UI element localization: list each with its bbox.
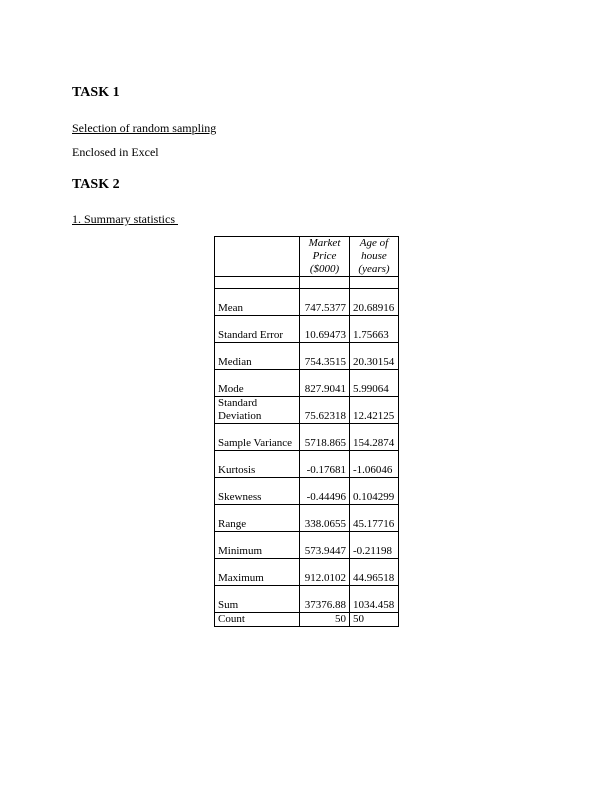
age-value-cell (350, 586, 399, 613)
stat-label: Sample Variance (218, 437, 293, 449)
table-row (215, 424, 399, 451)
market-price-value: 37376.88 (304, 599, 346, 611)
stat-label: Mean (218, 302, 244, 314)
market-price-value-cell (300, 370, 350, 397)
market-price-value: 573.9447 (304, 545, 346, 557)
blank-cell (300, 277, 350, 289)
market-price-value: 747.5377 (304, 302, 346, 314)
age-value-cell (350, 613, 399, 627)
stat-label: Maximum (218, 572, 264, 584)
stat-label-cell (215, 424, 300, 451)
age-value-cell (350, 505, 399, 532)
stat-label-cell (215, 343, 300, 370)
stat-label-cell (215, 451, 300, 478)
age-value: 20.68916 (353, 302, 395, 314)
table-row (215, 532, 399, 559)
market-price-value-cell (300, 613, 350, 627)
stat-label-cell (215, 586, 300, 613)
col-header-age-of-house: Age of house (years) (350, 237, 399, 277)
table-blank-row (215, 277, 399, 289)
market-price-value: 754.3515 (304, 356, 346, 368)
market-price-value: 827.9041 (304, 383, 346, 395)
table-row (215, 289, 399, 316)
age-value-cell (350, 370, 399, 397)
table-row (215, 397, 399, 424)
table-row (215, 316, 399, 343)
market-price-value-cell (300, 532, 350, 559)
task1-subheading: Selection of random sampling (72, 121, 217, 135)
age-value: 45.17716 (353, 518, 395, 530)
stat-label-cell (215, 397, 300, 424)
table-row (215, 451, 399, 478)
stat-label: Median (218, 356, 252, 368)
age-value-cell (350, 289, 399, 316)
stat-label: Kurtosis (218, 464, 256, 476)
task1-note: Enclosed in Excel (72, 145, 159, 159)
stat-label: Range (218, 518, 247, 530)
table-row (215, 586, 399, 613)
age-value: 12.42125 (353, 410, 395, 422)
market-price-value: 912.0102 (304, 572, 346, 584)
table-row (215, 478, 399, 505)
stat-label-cell (215, 316, 300, 343)
market-price-value-cell (300, 505, 350, 532)
age-value-cell (350, 478, 399, 505)
table-row (215, 343, 399, 370)
age-value: 154.2874 (353, 437, 395, 449)
age-value: 0.104299 (353, 491, 395, 503)
market-price-value: 50 (335, 613, 346, 625)
stat-label: Minimum (218, 545, 263, 557)
stat-label: Standard Deviation (218, 397, 262, 422)
market-price-value: -0.17681 (306, 464, 346, 476)
stat-label-cell (215, 505, 300, 532)
table-header-row (215, 237, 399, 277)
market-price-value-cell (300, 289, 350, 316)
stat-label-cell (215, 613, 300, 627)
market-price-value: 75.62318 (304, 410, 346, 422)
age-value-cell (350, 316, 399, 343)
blank-cell (215, 277, 300, 289)
age-value: 20.30154 (353, 356, 395, 368)
age-value-cell (350, 397, 399, 424)
market-price-value-cell (300, 451, 350, 478)
stat-label-cell (215, 559, 300, 586)
market-price-value-cell (300, 478, 350, 505)
stat-label: Sum (218, 599, 239, 611)
market-price-value: 10.69473 (304, 329, 346, 341)
age-value: -1.06046 (353, 464, 393, 476)
market-price-value-cell (300, 343, 350, 370)
table-row (215, 505, 399, 532)
age-value-cell (350, 451, 399, 478)
table-body (215, 289, 399, 627)
age-value: 5.99064 (353, 383, 389, 395)
task1-heading: TASK 1 (72, 85, 120, 100)
table-row (215, 370, 399, 397)
market-price-value-cell (300, 586, 350, 613)
market-price-value: 5718.865 (304, 437, 346, 449)
market-price-value: 338.0655 (304, 518, 346, 530)
blank-cell (350, 277, 399, 289)
stat-label: Skewness (218, 491, 262, 503)
age-value: 1.75663 (353, 329, 389, 341)
stat-label: Mode (218, 383, 244, 395)
market-price-value-cell (300, 316, 350, 343)
table-row (215, 559, 399, 586)
market-price-value: -0.44496 (306, 491, 346, 503)
summary-statistics-table (214, 236, 399, 627)
stat-label-cell (215, 370, 300, 397)
table-corner-cell (215, 237, 300, 277)
stat-label-cell (215, 289, 300, 316)
col-header-market-price: Market Price ($000) (300, 237, 350, 277)
stat-label: Count (218, 613, 245, 625)
age-value-cell (350, 559, 399, 586)
market-price-value-cell (300, 424, 350, 451)
age-value: 1034.458 (353, 599, 395, 611)
age-value-cell (350, 532, 399, 559)
stat-label-cell (215, 532, 300, 559)
age-value: 44.96518 (353, 572, 395, 584)
table-row (215, 613, 399, 627)
age-value-cell (350, 424, 399, 451)
age-value-cell (350, 343, 399, 370)
stat-label-cell (215, 478, 300, 505)
market-price-value-cell (300, 397, 350, 424)
task2-heading: TASK 2 (72, 177, 120, 192)
age-value: -0.21198 (353, 545, 393, 557)
market-price-value-cell (300, 559, 350, 586)
age-value: 50 (353, 613, 364, 625)
stat-label: Standard Error (218, 329, 284, 341)
section-title: 1. Summary statistics (72, 212, 178, 226)
